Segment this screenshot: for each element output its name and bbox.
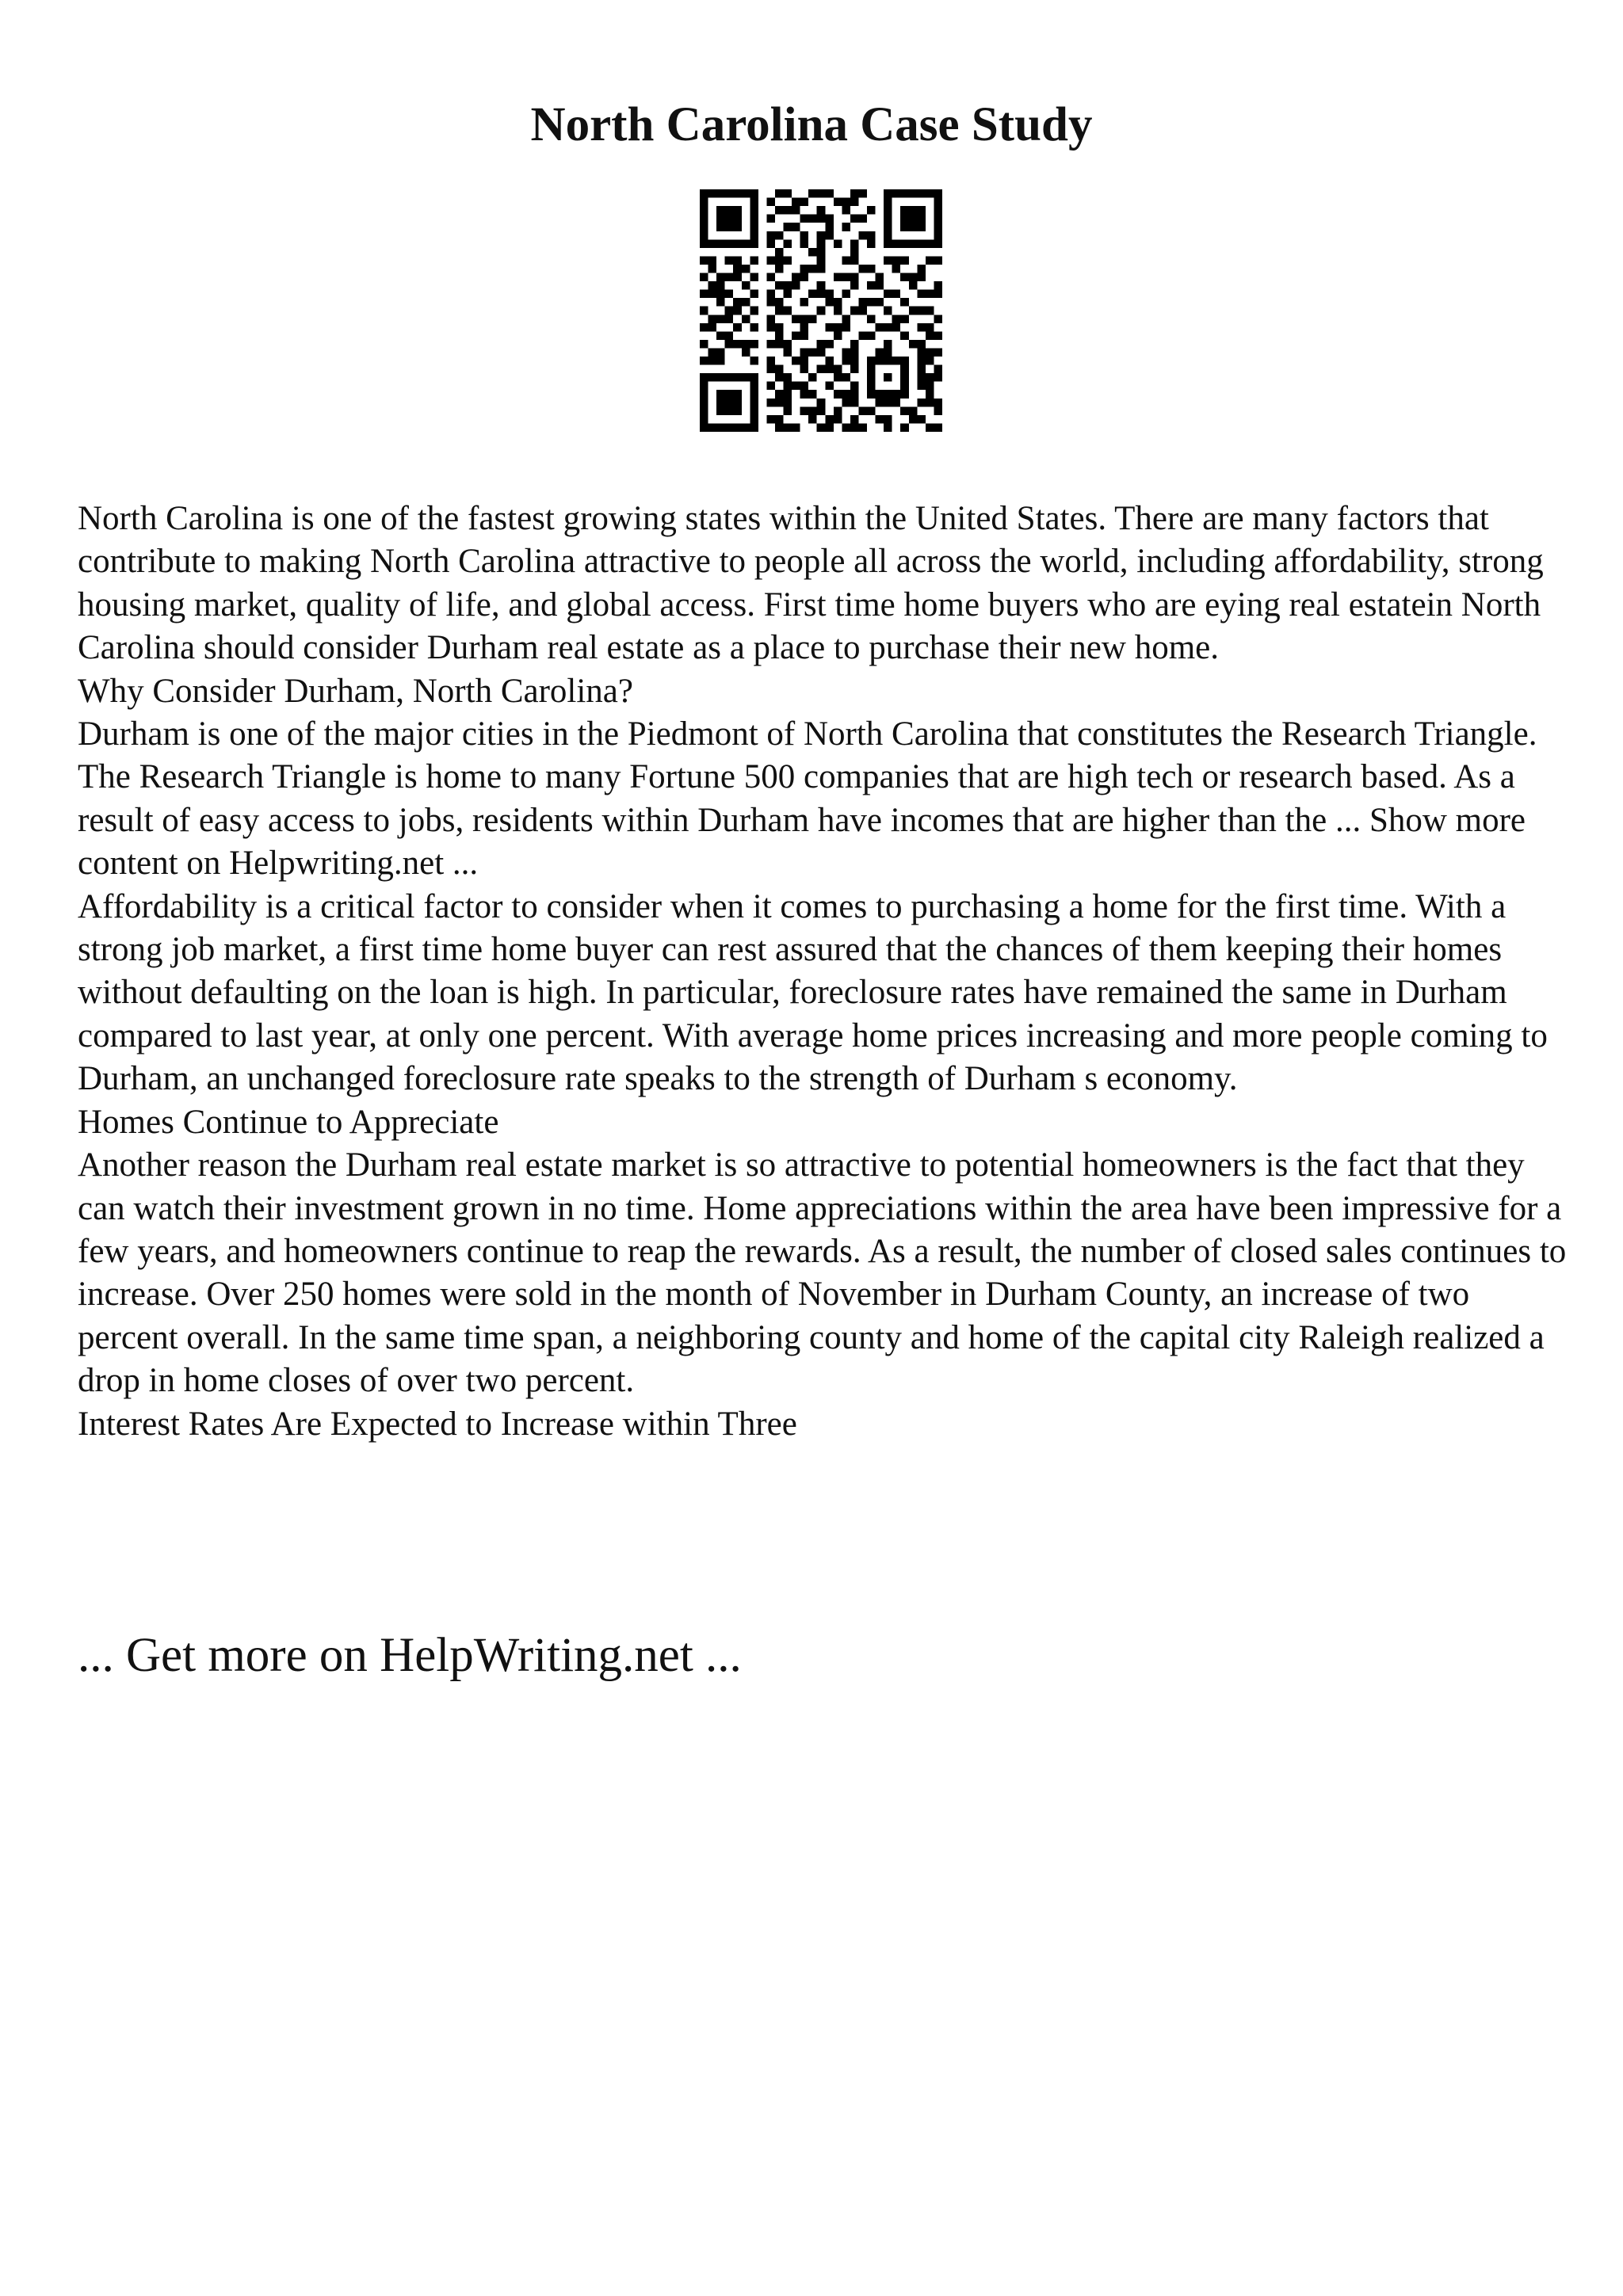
qr-code-icon [700,189,942,432]
paragraph-durham-research-triangle: Durham is one of the major cities in the Piedmont of North Carolina that constitutes the Research Triangle. The Research Triangle is home to many Fortune 500 companies that are high tech or research based. As a result of easy access to jobs, residents within Durham have incomes that are higher than the ... Show more content on Helpwriting.net ... [78,715,1537,883]
subheading-homes-appreciate: Homes Continue to Appreciate [78,1103,499,1141]
document-body [78,498,1568,1446]
subheading-why-durham: Why Consider Durham, North Carolina? [78,672,633,710]
subheading-interest-rates: Interest Rates Are Expected to Increase within Three [78,1405,797,1443]
document-title: North Carolina Case Study [530,98,1093,151]
get-more-link[interactable]: ... Get more on HelpWriting.net ... [78,1629,742,1682]
paragraph-intro: North Carolina is one of the fastest growing states within the United States. There are many factors that contribute to making North Carolina attractive to people all across the world, including affordability, strong housing market, quality of life, and global access. First time home buyers who are eying real estatein North Carolina should consider Durham real estate as a place to purchase their new home. [78,500,1544,667]
paragraph-affordability: Affordability is a critical factor to consider when it comes to purchasing a home for the first time. With a strong job market, a first time home buyer can rest assured that the chances of them keeping their homes without defaulting on the loan is high. In particular, foreclosure rates have remained the same in Durham compared to last year, at only one percent. With average home prices increasing and more people coming to Durham, an unchanged foreclosure rate speaks to the strength of Durham s economy. [78,887,1548,1098]
paragraph-appreciation: Another reason the Durham real estate market is so attractive to potential homeowners is the fact that they can watch their investment grown in no time. Home appreciations within the area have been impressive for a few years, and homeowners continue to reap the rewards. As a result, the number of closed sales continues to increase. Over 250 homes were sold in the month of November in Durham County, an increase of two percent overall. In the same time span, a neighboring county and home of the capital city Raleigh realized a drop in home closes of over two percent. [78,1146,1567,1400]
